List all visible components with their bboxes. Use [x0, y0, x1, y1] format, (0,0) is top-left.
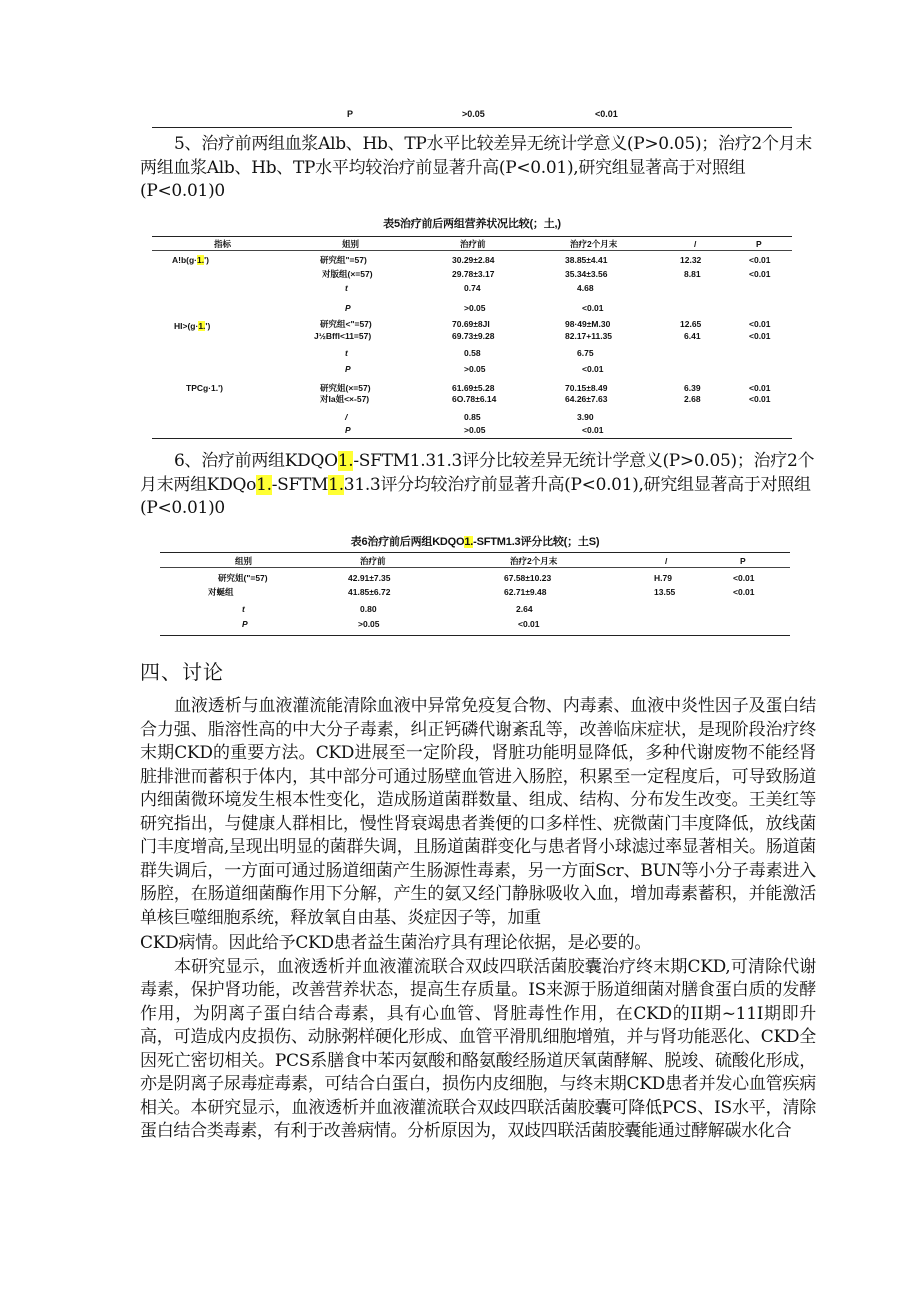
- table5-row-before: 6O.78±6.14: [452, 394, 497, 404]
- table6-bottom-rule: [160, 635, 790, 636]
- table6-row-before: >0.05: [358, 619, 380, 629]
- table5-row-before: >0.05: [464, 425, 486, 435]
- table6-top-rule: [160, 552, 790, 553]
- table5-row-before: 30.29±2.84: [452, 255, 495, 265]
- table5-row-before: >0.05: [464, 303, 486, 313]
- table5-row-before: 70.69±8JI: [452, 319, 490, 329]
- table5-bottom-rule: [152, 438, 792, 439]
- table5-row-p: <0.01: [749, 255, 771, 265]
- table5-indicator-hb: HI>(g·1.'): [174, 321, 211, 331]
- table5-row-after: 98·49±M.30: [565, 319, 611, 329]
- table6-caption: 表6治疗前后两组KDQO1.-SFTM1.3评分比较(；土S): [350, 536, 600, 548]
- table6-header-group: 组别: [235, 556, 253, 566]
- table6-row-after: 62.71±9.48: [504, 587, 547, 597]
- table6-row-group: 对蜒组: [208, 587, 234, 597]
- table5-row-group: P: [345, 425, 351, 435]
- discussion-body: [140, 695, 816, 1144]
- prev-table-last-row: [152, 107, 792, 127]
- table5-row-before: 0.85: [464, 412, 481, 422]
- table5-row-before: 69.73±9.28: [452, 331, 495, 341]
- table5-row-group: t: [345, 348, 348, 358]
- table5-row-group: /: [345, 412, 348, 422]
- table6-header-stat: /: [665, 556, 668, 566]
- table6-row-after: <0.01: [518, 619, 540, 629]
- table5-row-group: J½Bffl<11=57): [314, 331, 372, 341]
- table6-row-before: 42.91±7.35: [348, 573, 391, 583]
- table5-header-after: 治疗2个月末: [570, 239, 618, 249]
- table5-row-after: 35.34±3.56: [565, 269, 608, 279]
- table5-row-group: 研究组<"=57): [320, 319, 372, 329]
- table5-header-stat: /: [694, 239, 697, 249]
- table6-header-after: 治疗2个月末: [510, 556, 558, 566]
- para6-line1: 6、治疗前两组KDQO1.-SFTM1.31.3评分比较差异无统计学意义(P>0.05)；治疗2个: [174, 451, 815, 471]
- table5-row-after: <0.01: [582, 425, 604, 435]
- table5-row-stat: 2.68: [684, 394, 701, 404]
- table5-row-after: 3.90: [577, 412, 594, 422]
- table6-row-after: 2.64: [516, 604, 533, 614]
- table5-row-stat: 8.81: [684, 269, 701, 279]
- table5-header-rule: [152, 250, 792, 251]
- table5-row-stat: 6.39: [684, 383, 701, 393]
- table6-header-p: P: [740, 556, 746, 566]
- table5-row-stat: 12.65: [680, 319, 702, 329]
- table6-row-after: 67.58±10.23: [504, 573, 552, 583]
- table5-caption: 表5治疗前后两组营养状况比较(；土,): [383, 218, 561, 230]
- table5-row-p: <0.01: [749, 269, 771, 279]
- discussion-paragraph-1: 血液透析与血液灌流能清除血液中异常免疫复合物、内毒素、血液中炎性因子及蛋白结合力强、脂溶性高的中大分子毒素，纠正钙磷代谢紊乱等，改善临床症状，是现阶段治疗终末期CKD的重要方法。CKD进展至一定阶段，肾脏功能明显降低，多种代谢废物不能经肾脏排泄而蓄积于体内，其中部分可通过肠壁血管进入肠腔，积累至一定程度后，可导致肠道内细菌微环境发生根本性变化，造成肠道菌群数量、组成、结构、分布发生改变。王美红等研究指出，与健康人群相比，慢性肾衰竭患者粪便的口多样性、疣微菌门丰度降低，放线菌门丰度增高,呈现出明显的菌群失调，且肠道菌群变化与患者肾小球滤过率显著相关。肠道菌群失调后，一方面可通过肠道细菌产生肠源性毒素，另一方面Scr、BUN等小分子毒素进入肠腔，在肠道细菌酶作用下分解，产生的氨又经门静脉吸收入血，增加毒素蓄积，并能激活单核巨噬细胞系统，释放氧自由基、炎症因子等，加重: [140, 696, 816, 928]
- table6-row-group: P: [242, 619, 248, 629]
- table5-header-before: 治疗前: [460, 239, 486, 249]
- table6-row-before: 41.85±6.72: [348, 587, 391, 597]
- table5-row-after: 6.75: [577, 348, 594, 358]
- table5-row-group: 研究姐(×=57): [320, 383, 371, 393]
- prev-row-after: <0.01: [595, 109, 618, 119]
- table5-row-after: 4.68: [577, 283, 594, 293]
- table5-row-group: 对Ia姐<×-57): [320, 394, 370, 404]
- table5-row-after: 82.17+11.35: [565, 331, 613, 341]
- table5-header-p: P: [756, 239, 762, 249]
- para5-line2: 两组血浆Alb、Hb、TP水平均较治疗前显著升高(P<0.01),研究组显著高于对照组: [140, 157, 746, 178]
- table5-row-after: 64.26±7.63: [565, 394, 608, 404]
- table5-row-group: t: [345, 283, 348, 293]
- table5-header-indicator: 指标: [214, 239, 232, 249]
- table5-row-after: <0.01: [582, 364, 604, 374]
- table5-row-after: <0.01: [582, 303, 604, 313]
- table5-row-before: >0.05: [464, 364, 486, 374]
- para5-line1: 5、治疗前两组血浆Alb、Hb、TP水平比较差异无统计学意义(P>0.05)；治疗2个月末: [174, 134, 813, 154]
- table5-row-after: 38.85±4.41: [565, 255, 608, 265]
- table6-row-p: <0.01: [733, 573, 755, 583]
- prev-row-before: >0.05: [462, 109, 485, 119]
- table5-row-p: <0.01: [749, 394, 771, 404]
- table5-indicator-tp: TPCg·1.'): [186, 383, 223, 393]
- table5-row-before: 29.78±3.17: [452, 269, 495, 279]
- table5-top-rule: [152, 236, 792, 237]
- table5-row-after: 70.15±8.49: [565, 383, 608, 393]
- result-paragraph-5: [140, 133, 816, 204]
- table5-row-p: <0.01: [749, 319, 771, 329]
- table5-row-group: 研究组"=57): [320, 255, 367, 265]
- table5-row-group: 对版组(×=57): [322, 269, 373, 279]
- table5-row-stat: 6.41: [684, 331, 701, 341]
- discussion-paragraph-2: 本研究显示，血液透析并血液灌流联合双歧四联活菌胶囊治疗终末期CKD,可清除代谢毒素，保护肾功能，改善营养状态，提高生存质量。IS来源于肠道细菌对膳食蛋白质的发酵作用，为阴离子蛋白结合毒素，具有心血管、肾脏毒性作用，在CKD的II期~11I期即升高，可造成内皮损伤、动脉粥样硬化形成、血管平滑肌细胞增殖，并与肾功能恶化、CKD全因死亡密切相关。PCS系膳食中苯丙氨酸和酪氨酸经肠道厌氧菌酵解、脱竣、硫酸化形成，亦是阴离子尿毒症毒素，可结合白蛋白，损伤内皮细胞，与终末期CKD患者并发心血管疾病相关。本研究显示，血液透析并血液灌流联合双歧四联活菌胶囊可降低PCS、IS水平，清除蛋白结合类毒素，有利于改善病情。分析原因为，双歧四联活菌胶囊能通过酵解碳水化合: [140, 956, 816, 1141]
- table5-row-stat: 12.32: [680, 255, 702, 265]
- table5-row-group: P: [345, 364, 351, 374]
- table6-row-group: t: [242, 604, 245, 614]
- table5-row-p: <0.01: [749, 331, 771, 341]
- table6-row-p: <0.01: [733, 587, 755, 597]
- section-heading-discussion: 四、讨论: [140, 660, 224, 684]
- table5-row-group: P: [345, 303, 351, 313]
- table6-row-stat: 13.55: [654, 587, 676, 597]
- table5-row-before: 0.58: [464, 348, 481, 358]
- table6-header-rule: [160, 567, 790, 568]
- para6-line3: (P<0.01)0: [140, 498, 225, 518]
- prev-table-bottom-rule: [152, 127, 792, 128]
- table6-row-stat: H.79: [654, 573, 672, 583]
- table5-indicator-alb: A!b(g·1.'): [172, 255, 209, 265]
- table5-row-before: 0.74: [464, 283, 481, 293]
- para6-line2: 月末两组KDQo1.-SFTM1.31.3评分均较治疗前显著升高(P<0.01),研究组显著高于对照组: [140, 474, 811, 495]
- discussion-paragraph-1-tail: CKD病情。因此给予CKD患者益生菌治疗具有理论依据，是必要的。: [140, 933, 652, 953]
- table5-row-p: <0.01: [749, 383, 771, 393]
- table6-header-before: 治疗前: [360, 556, 386, 566]
- para5-line3: (P<0.01)0: [140, 181, 225, 201]
- prev-row-label: P: [347, 109, 354, 119]
- table6-row-group: 研究姐("=57): [218, 573, 268, 583]
- table5-header-group: 姐别: [342, 239, 360, 249]
- table6-row-before: 0.80: [360, 604, 377, 614]
- result-paragraph-6: [140, 450, 816, 521]
- table5-row-before: 61.69±5.28: [452, 383, 495, 393]
